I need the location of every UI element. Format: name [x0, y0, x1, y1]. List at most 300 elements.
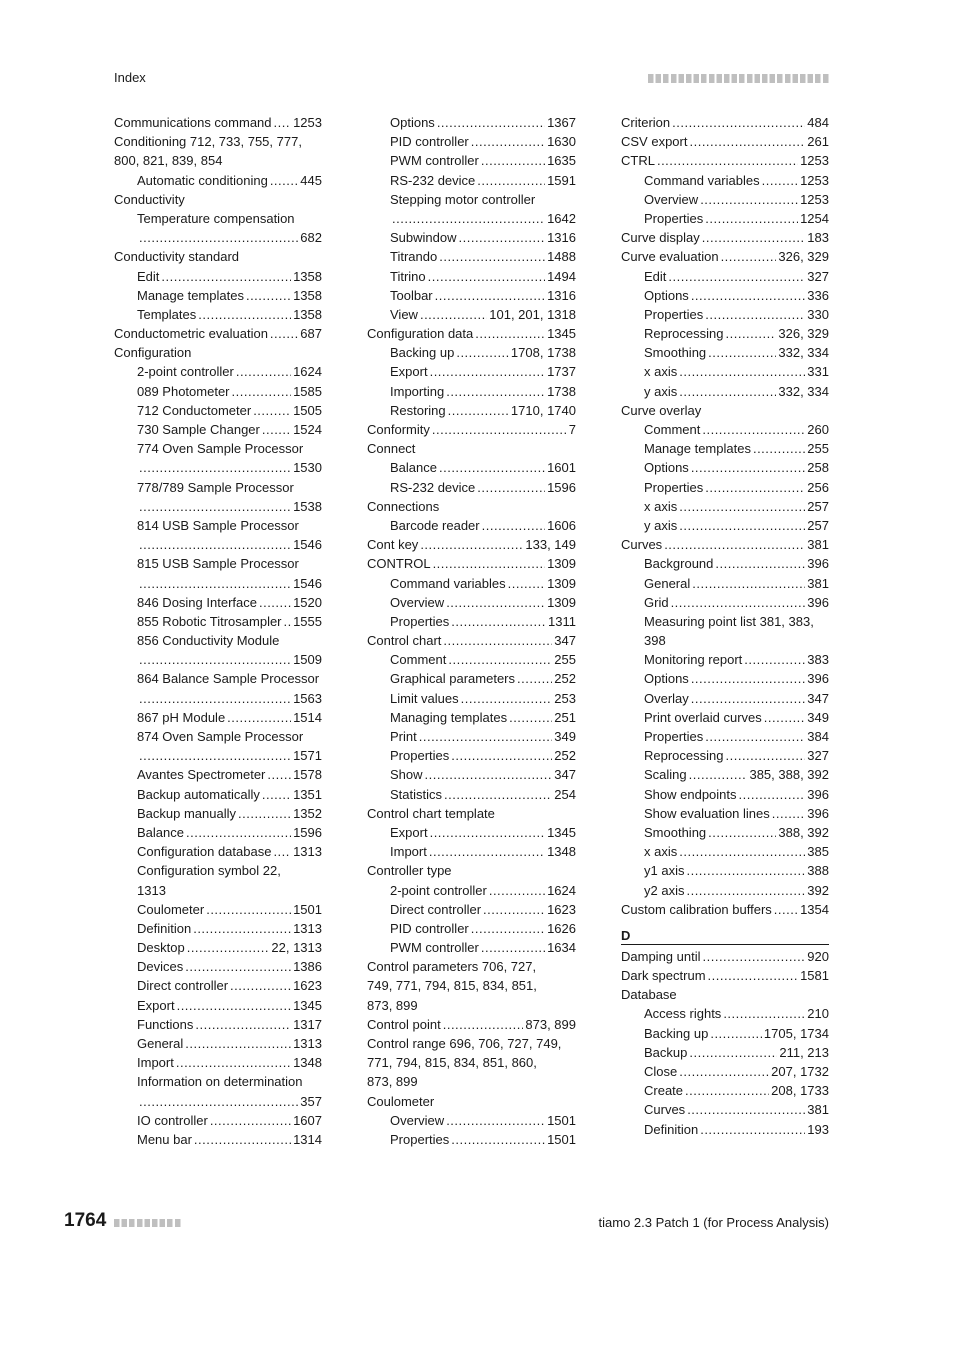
page-references: 260	[807, 422, 829, 437]
index-entry	[621, 113, 829, 132]
index-subentry	[621, 765, 829, 784]
page-references: 211, 213	[779, 1044, 829, 1060]
page-references: 133, 149	[525, 537, 576, 553]
dot-leader	[483, 900, 545, 919]
index-term: Toolbar	[390, 287, 433, 303]
index-subentry	[114, 1130, 322, 1149]
page-references: 445	[300, 172, 322, 188]
index-subentry	[114, 420, 322, 439]
index-subentry	[114, 478, 322, 497]
index-term: Direct controller	[137, 978, 229, 994]
footer-decoration	[114, 1219, 182, 1227]
page-references: 1705, 1734	[763, 1025, 829, 1041]
page-references: 1367	[547, 115, 576, 130]
index-entry	[114, 190, 322, 209]
page-references: 1738	[547, 383, 576, 399]
index-term: y2 axis	[644, 882, 685, 898]
index-term: 864 Balance Sample Processor	[137, 671, 320, 687]
index-subentry	[114, 881, 322, 900]
page-references: 484	[807, 115, 829, 130]
page-references: 1555	[293, 613, 322, 629]
index-term: Show	[390, 767, 423, 783]
index-subentry	[114, 938, 322, 957]
page-references: 1253	[800, 172, 829, 188]
dot-leader	[692, 574, 805, 593]
index-term: Curve overlay	[621, 402, 702, 418]
page-references: 1345	[547, 326, 576, 342]
dot-leader	[517, 669, 552, 688]
index-term: Overlay	[644, 690, 689, 706]
dot-leader	[227, 708, 291, 727]
index-subentry	[621, 1024, 829, 1043]
index-term: RS-232 device	[390, 479, 476, 495]
index-entry	[367, 996, 576, 1015]
index-term: Statistics	[390, 786, 443, 802]
dot-leader	[439, 247, 545, 266]
page-references: 1642	[547, 210, 576, 226]
index-entry	[621, 401, 829, 420]
index-entry	[367, 804, 576, 823]
index-term: Control chart	[367, 633, 442, 649]
index-subentry	[367, 900, 576, 919]
page-references: 1313	[293, 920, 322, 936]
dot-leader	[764, 708, 806, 727]
index-entry	[621, 900, 829, 919]
page-references: 183	[807, 230, 829, 246]
index-term: Create	[644, 1083, 684, 1099]
index-subentry	[114, 228, 322, 247]
index-subentry	[621, 1100, 829, 1119]
dot-leader	[425, 765, 553, 784]
index-term: Curves	[621, 537, 663, 553]
dot-leader	[236, 362, 291, 381]
index-term: 774 Oven Sample Processor	[137, 441, 304, 457]
dot-leader	[708, 966, 799, 985]
dot-leader	[456, 343, 509, 362]
index-subentry	[621, 497, 829, 516]
page-references: 1253	[293, 115, 322, 130]
page-references: 1348	[547, 844, 576, 860]
page-references: 1601	[547, 460, 576, 476]
dot-leader	[679, 1062, 769, 1081]
page-references: 1630	[547, 134, 576, 150]
index-term: Configuration symbol 22,	[137, 863, 281, 879]
dot-leader	[139, 689, 291, 708]
index-term: Balance	[390, 460, 437, 476]
dot-leader	[429, 842, 545, 861]
index-subentry	[114, 765, 322, 784]
page-references: 1501	[547, 1112, 576, 1128]
index-subentry	[621, 861, 829, 880]
dot-leader	[723, 1004, 805, 1023]
dot-leader	[253, 401, 291, 420]
dot-leader	[705, 478, 805, 497]
index-term: Functions	[137, 1016, 194, 1032]
page-references: 873, 899	[525, 1016, 576, 1032]
index-column-2	[367, 113, 576, 1149]
index-subentry	[114, 574, 322, 593]
dot-leader	[262, 785, 291, 804]
dot-leader	[451, 746, 552, 765]
page-references: 254	[554, 786, 576, 802]
dot-leader	[509, 708, 552, 727]
index-term: Database	[621, 987, 677, 1003]
dot-leader	[206, 900, 291, 919]
page-references: 1253	[800, 191, 829, 207]
dot-leader	[679, 362, 805, 381]
dot-leader	[273, 842, 291, 861]
index-term: Properties	[390, 748, 450, 764]
dot-leader	[435, 286, 545, 305]
page-references: 332, 334	[778, 345, 829, 361]
index-term: Restoring	[390, 402, 446, 418]
dot-leader	[139, 1092, 298, 1111]
page-references: 252	[554, 671, 576, 687]
index-term: Conductivity standard	[114, 249, 240, 265]
page-references: 1501	[293, 901, 322, 917]
page-references: 347	[807, 690, 829, 706]
index-subentry	[367, 151, 576, 170]
index-term: PID controller	[390, 920, 469, 936]
index-term: Properties	[644, 306, 704, 322]
index-subentry	[114, 439, 322, 458]
dot-leader	[139, 650, 291, 669]
page-references: 1316	[547, 287, 576, 303]
index-term: Properties	[644, 479, 704, 495]
dot-leader	[715, 554, 805, 573]
dot-leader	[444, 785, 552, 804]
index-term: Overview	[644, 191, 699, 207]
index-subentry	[114, 171, 322, 190]
dot-leader	[433, 554, 546, 573]
index-column-1	[114, 113, 322, 1149]
index-subentry	[114, 727, 322, 746]
dot-leader	[446, 382, 545, 401]
dot-leader	[270, 324, 298, 343]
page-references: 349	[554, 729, 576, 744]
index-term: Measuring point list 381, 383,	[644, 613, 814, 629]
index-term: Desktop	[137, 940, 185, 956]
index-subentry	[367, 1130, 576, 1149]
index-term: Comment	[644, 422, 701, 437]
index-subentry	[114, 785, 322, 804]
page-references: 1623	[293, 978, 322, 994]
index-term: Devices	[137, 959, 184, 975]
page-references: 1578	[293, 767, 322, 783]
index-subentry	[367, 113, 576, 132]
page-references: 1358	[293, 287, 322, 303]
index-subentry	[114, 1072, 322, 1091]
index-term: 874 Oven Sample Processor	[137, 729, 304, 744]
index-entry	[367, 631, 576, 650]
index-term: PID controller	[390, 134, 469, 150]
page-references: 396	[807, 556, 829, 572]
index-term: CSV export	[621, 134, 688, 150]
page-references: 1316	[547, 230, 576, 246]
index-term: Background	[644, 556, 714, 572]
page-references: 1635	[547, 153, 576, 169]
index-term: 089 Photometer	[137, 383, 230, 399]
index-term: 855 Robotic Titrosampler	[137, 613, 282, 629]
index-subentry	[114, 458, 322, 477]
index-term: 873, 899	[367, 997, 418, 1013]
index-term: Control chart template	[367, 805, 495, 821]
index-term: Cont key	[367, 537, 419, 553]
index-term: Properties	[644, 210, 704, 226]
page-references: 682	[300, 230, 322, 246]
index-term: x axis	[644, 844, 678, 860]
dot-leader	[274, 113, 292, 132]
index-column-3	[621, 113, 829, 1139]
page-references: 257	[807, 517, 829, 533]
index-term: Comment	[390, 652, 447, 668]
index-term: Custom calibration buffers	[621, 901, 772, 917]
index-term: Overview	[390, 594, 445, 610]
page-references: 1585	[293, 383, 322, 399]
dot-leader	[710, 1024, 762, 1043]
page-references: 1514	[293, 709, 322, 725]
index-entry	[367, 420, 576, 439]
index-term: Manage templates	[644, 441, 751, 457]
page-references: 251	[554, 709, 576, 725]
index-term: Curve evaluation	[621, 249, 719, 265]
dot-leader	[448, 401, 509, 420]
index-term: Control range 696, 706, 727, 749,	[367, 1036, 562, 1051]
index-subentry	[621, 631, 829, 650]
index-subentry	[621, 1081, 829, 1100]
index-term: x axis	[644, 364, 678, 380]
index-term: x axis	[644, 498, 678, 514]
index-term: 771, 794, 815, 834, 851, 860,	[367, 1055, 537, 1071]
page-references: 1708, 1738	[510, 345, 576, 361]
dot-leader	[691, 689, 806, 708]
index-term: CTRL	[621, 153, 655, 169]
index-entry	[367, 1072, 576, 1091]
page-references: 392	[807, 882, 829, 898]
page-references: 381	[807, 1102, 829, 1118]
index-subentry	[367, 574, 576, 593]
dot-leader	[238, 804, 291, 823]
index-subentry	[621, 267, 829, 286]
page-references: 210	[807, 1006, 829, 1022]
dot-leader	[668, 267, 805, 286]
index-subentry	[621, 305, 829, 324]
index-subentry	[621, 689, 829, 708]
dot-leader	[702, 228, 806, 247]
index-subentry	[114, 842, 322, 861]
page-references: 1581	[800, 968, 829, 984]
index-subentry	[367, 823, 576, 842]
page-references: 1530	[293, 460, 322, 476]
index-term: Edit	[644, 268, 667, 284]
dot-leader	[762, 171, 798, 190]
dot-leader	[477, 171, 545, 190]
index-term: General	[644, 575, 691, 591]
index-term: Monitoring report	[644, 652, 743, 668]
page-references: 1634	[547, 940, 576, 956]
dot-leader	[437, 113, 545, 132]
index-subentry	[621, 804, 829, 823]
index-subentry	[621, 190, 829, 209]
index-subentry	[114, 535, 322, 554]
index-subentry	[621, 209, 829, 228]
index-subentry	[621, 746, 829, 765]
page-references: 1737	[547, 364, 576, 380]
index-term: 856 Conductivity Module	[137, 633, 280, 649]
index-term: Backup manually	[137, 805, 236, 821]
index-subentry	[114, 516, 322, 535]
page-references: 1591	[547, 172, 576, 188]
index-subentry	[367, 765, 576, 784]
running-header: Index	[114, 70, 146, 85]
index-term: Export	[137, 997, 175, 1013]
index-subentry	[114, 267, 322, 286]
dot-leader	[139, 228, 298, 247]
page-references: 1309	[547, 556, 576, 572]
dot-leader	[702, 420, 805, 439]
index-term: Dark spectrum	[621, 968, 706, 984]
index-subentry	[367, 401, 576, 420]
page-references: 1623	[547, 901, 576, 917]
page-references: 1505	[293, 402, 322, 418]
index-entry	[367, 535, 576, 554]
page-references: 347	[554, 767, 576, 783]
index-subentry	[367, 132, 576, 151]
dot-leader	[481, 151, 545, 170]
index-subentry	[621, 574, 829, 593]
page-references: 396	[807, 805, 829, 821]
dot-leader	[446, 593, 545, 612]
page-references: 357	[300, 1093, 322, 1109]
dot-leader	[187, 938, 270, 957]
index-subentry	[114, 957, 322, 976]
dot-leader	[508, 574, 545, 593]
index-subentry	[621, 1120, 829, 1139]
index-term: 800, 821, 839, 854	[114, 153, 223, 169]
index-entry	[114, 113, 322, 132]
dot-leader	[176, 1053, 291, 1072]
page-references: 1314	[293, 1131, 322, 1147]
index-subentry	[114, 746, 322, 765]
page-references: 1309	[547, 594, 576, 610]
index-term: 712 Conductometer	[137, 402, 252, 418]
index-subentry	[367, 650, 576, 669]
index-term: Controller type	[367, 863, 452, 879]
page-references: 208, 1733	[771, 1083, 829, 1099]
index-subentry	[367, 286, 576, 305]
index-term: 398	[644, 633, 666, 649]
index-term: Smoothing	[644, 824, 707, 840]
index-term: Control point	[367, 1016, 441, 1032]
index-term: Definition	[644, 1121, 699, 1137]
index-subentry	[621, 650, 829, 669]
index-term: 815 USB Sample Processor	[137, 556, 299, 572]
dot-leader	[210, 1111, 291, 1130]
index-subentry	[621, 708, 829, 727]
dot-leader	[446, 1111, 545, 1130]
dot-leader	[489, 881, 545, 900]
dot-leader	[451, 1130, 545, 1149]
index-term: Graphical parameters	[390, 671, 515, 687]
index-subentry	[114, 919, 322, 938]
index-term: Manage templates	[137, 287, 244, 303]
dot-leader	[267, 765, 291, 784]
dot-leader	[477, 478, 545, 497]
index-term: y axis	[644, 517, 678, 533]
page-references: 253	[554, 690, 576, 706]
index-term: Configuration	[114, 345, 192, 361]
index-subentry	[367, 190, 576, 209]
dot-leader	[420, 305, 487, 324]
dot-leader	[774, 900, 798, 919]
dot-leader	[284, 612, 292, 631]
dot-leader	[246, 286, 291, 305]
index-entry	[367, 957, 576, 976]
page-references: 1352	[293, 805, 322, 821]
index-term: View	[390, 306, 418, 322]
dot-leader	[262, 420, 291, 439]
index-entry	[367, 1053, 576, 1072]
index-term: Managing templates	[390, 709, 508, 725]
index-subentry	[367, 727, 576, 746]
index-term: Importing	[390, 383, 445, 399]
index-term: Definition	[137, 920, 192, 936]
dot-leader	[420, 535, 523, 554]
dot-leader	[194, 1130, 291, 1149]
index-subentry	[367, 842, 576, 861]
page-references: 1313	[293, 1036, 322, 1051]
index-subentry	[621, 516, 829, 535]
index-subentry	[621, 727, 829, 746]
page-references: 1348	[293, 1055, 322, 1071]
dot-leader	[679, 497, 805, 516]
index-term: Close	[644, 1064, 678, 1079]
index-entry	[114, 324, 322, 343]
page-references: 687	[300, 326, 322, 342]
index-entry	[621, 132, 829, 151]
page-references: 252	[554, 748, 576, 764]
page-references: 384	[807, 729, 829, 744]
page-references: 330	[807, 306, 829, 322]
dot-leader	[708, 343, 776, 362]
page-references: 1311	[548, 613, 576, 629]
dot-leader	[672, 113, 805, 132]
page-references: 396	[807, 594, 829, 610]
dot-leader	[482, 516, 545, 535]
dot-leader	[185, 957, 291, 976]
index-term: Curves	[644, 1102, 686, 1118]
dot-leader	[177, 996, 292, 1015]
index-term: Curve display	[621, 230, 700, 246]
index-term: Criterion	[621, 115, 671, 130]
index-term: y axis	[644, 383, 678, 399]
dot-leader	[685, 1081, 769, 1100]
index-subentry	[367, 171, 576, 190]
page-references: 326, 329	[778, 249, 829, 265]
page-references: 381	[807, 575, 829, 591]
page-number: 1764	[64, 1210, 107, 1231]
dot-leader	[461, 689, 553, 708]
index-term: Damping until	[621, 948, 701, 964]
dot-leader	[708, 823, 776, 842]
page-references: 1509	[293, 652, 322, 668]
index-term: Export	[390, 364, 428, 380]
index-subentry	[114, 497, 322, 516]
index-subentry	[621, 612, 829, 631]
index-subentry	[114, 650, 322, 669]
index-term: Reprocessing	[644, 748, 724, 764]
page-references: 385, 388, 392	[749, 767, 829, 783]
